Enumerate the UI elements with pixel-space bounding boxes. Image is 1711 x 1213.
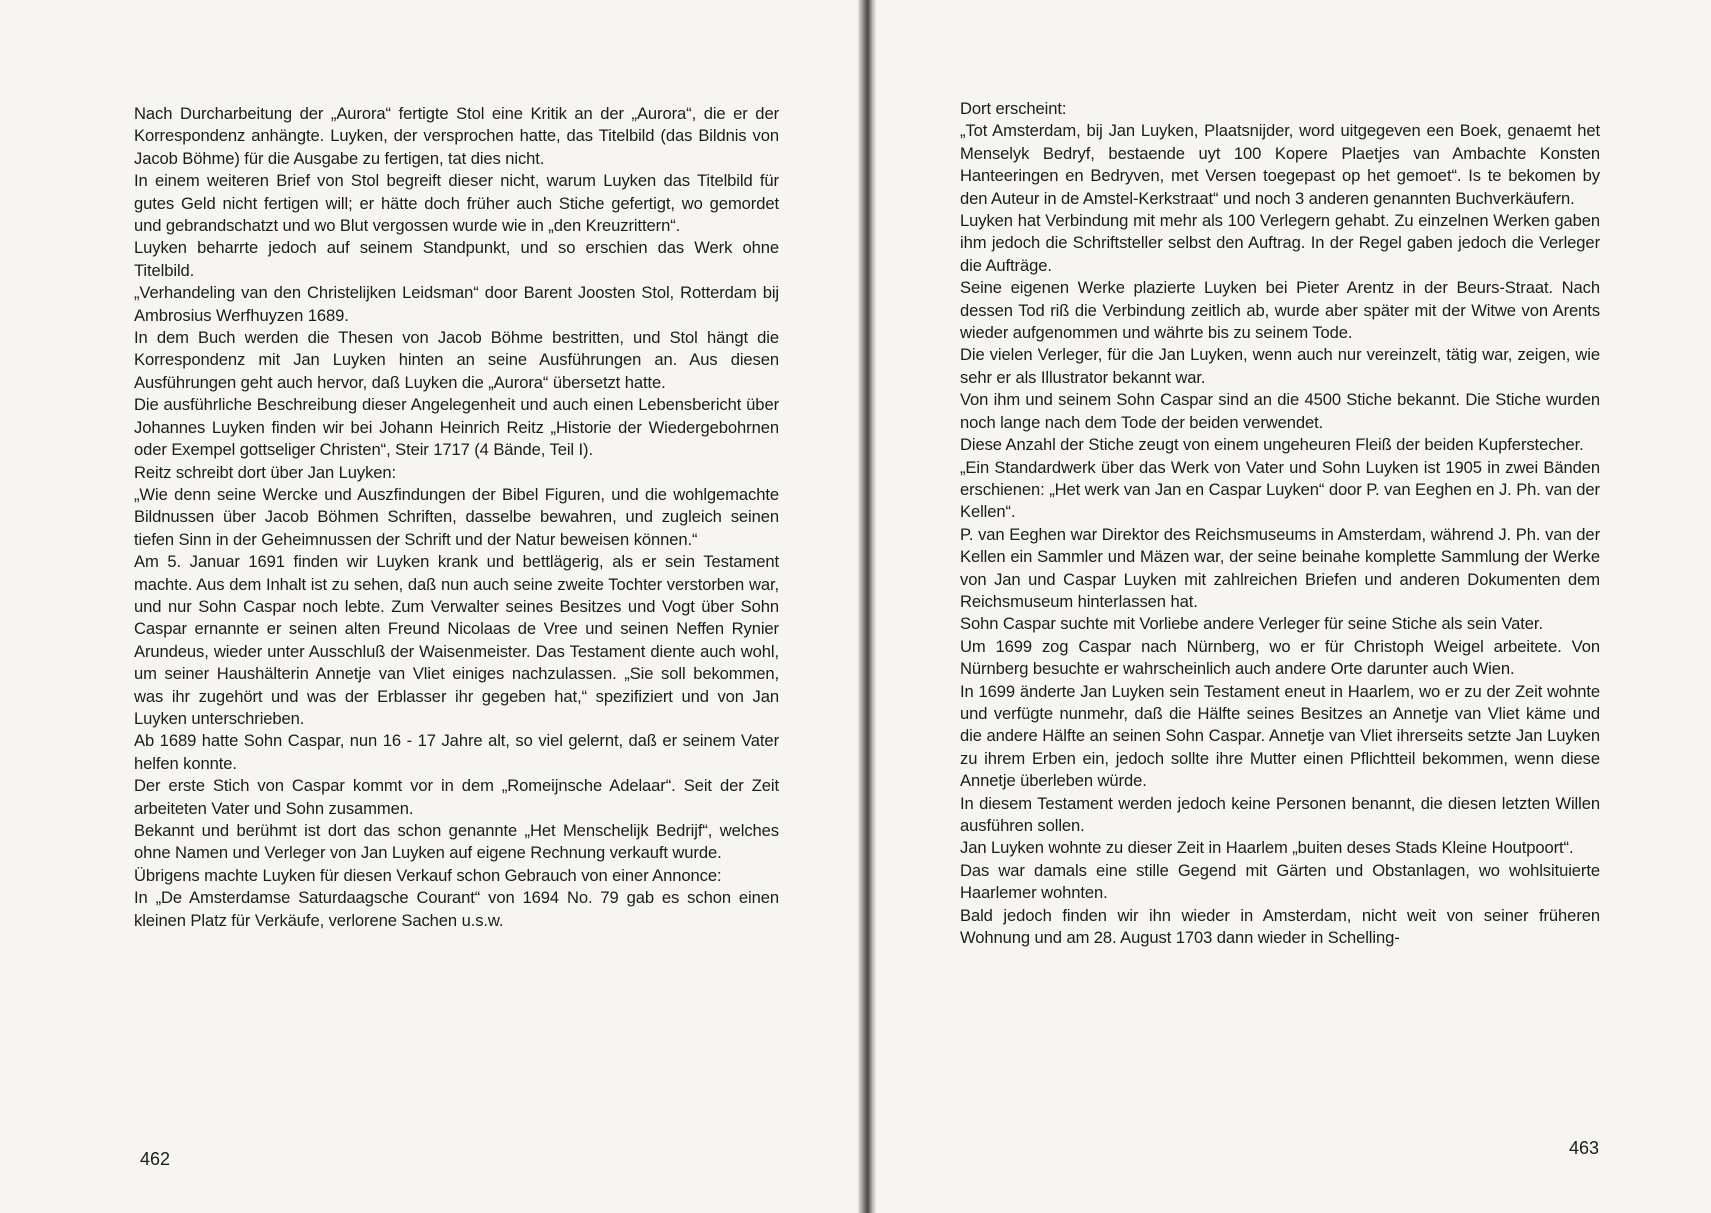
paragraph: „Tot Amsterdam, bij Jan Luyken, Plaatsnijder, word uitgegeven een Boek, genaemt het Menselyk Bedryf, bestaende uyt 100 Kopere Plaetjes van Ambachte Konsten Hanteeringen en Bedryven, met Versen toegepast op het gemoet“. Is te bekomen by den Auteur in de Amstel-Kerkstraat“ und noch 3 anderen genannten Buchverkäufern. [960, 121, 1600, 208]
paragraph: Übrigens machte Luyken für diesen Verkauf schon Gebrauch von einer Annonce: [134, 865, 722, 885]
paragraph: Reitz schreibt dort über Jan Luyken: [134, 462, 397, 482]
paragraph: Diese Anzahl der Stiche zeugt von einem ungeheuren Fleiß der beiden Kupferstecher. [960, 435, 1584, 455]
page-number-right: 463 [1569, 1138, 1600, 1158]
paragraph: Bekannt und berühmt ist dort das schon genannte „Het Menschelijk Bedrijf“, welches ohne Namen und Verleger von Jan Luyken auf eigene Rechnung verkauft wurde. [134, 821, 779, 863]
right-page-text [960, 98, 1600, 949]
paragraph: Sohn Caspar suchte mit Vorliebe andere Verleger für seine Stiche als sein Vater. [960, 614, 1543, 634]
paragraph: Seine eigenen Werke plazierte Luyken bei Pieter Arentz in der Beurs-Straat. Nach dessen Tod riß die Verbindung zeitlich ab, wurde aber später mit der Witwe von Arents wieder aufgenommen und währte bis zu seinem Tode. [960, 278, 1600, 343]
paragraph: In einem weiteren Brief von Stol begreift dieser nicht, warum Luyken das Titelbild für gutes Geld nicht fertigen will; er hätte doch früher auch Stiche gefertigt, wo gemordet und gebrandschatzt und wo Blut vergossen wurde wie in „den Kreuzrittern“. [134, 171, 779, 236]
left-page-text [134, 103, 779, 932]
paragraph: In „De Amsterdamse Saturdaagsche Courant“ von 1694 No. 79 gab es schon einen kleinen Platz für Verkäufe, verlorene Sachen u.s.w. [134, 888, 779, 930]
book-gutter [858, 0, 876, 1213]
paragraph: Dort erscheint: [960, 99, 1067, 118]
paragraph: Ab 1689 hatte Sohn Caspar, nun 16 - 17 Jahre alt, so viel gelernt, daß er seinem Vater helfen konnte. [134, 731, 779, 773]
paragraph: „Verhandeling van den Christelijken Leidsman“ door Barent Joosten Stol, Rotterdam bij Ambrosius Werfhuyzen 1689. [134, 283, 779, 325]
right-page [876, 0, 1711, 1213]
paragraph: Von ihm und seinem Sohn Caspar sind an die 4500 Stiche bekannt. Die Stiche wurden noch lange nach dem Tode der beiden verwendet. [960, 390, 1600, 432]
paragraph: „Ein Standardwerk über das Werk von Vater und Sohn Luyken ist 1905 in zwei Bänden erschienen: „Het werk van Jan en Caspar Luyken“ door P. van Eeghen en J. Ph. van der Kellen“. [960, 457, 1600, 522]
paragraph: „Wie denn seine Wercke und Auszfindungen der Bibel Figuren, und die wohlgemachte Bildnussen über Jacob Böhmen Schriften, dasselbe bewahren, und zugleich seinen tiefen Sinn in der Geheimnussen der Schrift und der Natur beweisen können.“ [134, 484, 779, 549]
paragraph: Luyken beharrte jedoch auf seinem Standpunkt, und so erschien das Werk ohne Titelbild. [134, 238, 779, 280]
paragraph: Um 1699 zog Caspar nach Nürnberg, wo er für Christoph Weigel arbeitete. Von Nürnberg besuchte er wahrscheinlich auch andere Orte darunter auch Wien. [960, 636, 1600, 679]
paragraph: Bald jedoch finden wir ihn wieder in Amsterdam, nicht weit von seiner früheren Wohnung und am 28. August 1703 dann wieder in Schelling- [960, 905, 1600, 948]
paragraph: Am 5. Januar 1691 finden wir Luyken krank und bettlägerig, als er sein Testament machte. Aus dem Inhalt ist zu sehen, daß nun auch seine zweite Tochter verstorben war, und nur Sohn Caspar noch lebte. Zum Verwalter seines Besitzes und Vogt über Sohn Caspar ernannte er seinen alten Freund Nicolaas de Vree und seinen Neffen Rynier Arundeus, wieder unter Ausschluß der Waisenmeister. Das Testament diente auch wohl, um seiner Haushälterin Annetje van Vliet einiges nachzulassen. „Sie soll bekommen, was ihr zugehört und was der Erblasser ihr gegeben hat,“ spezifiziert und von Jan Luyken unterschrieben. [134, 552, 779, 728]
paragraph: Die ausführliche Beschreibung dieser Angelegenheit und auch einen Lebensbericht über Johannes Luyken finden wir bei Johann Heinrich Reitz „Historie der Wiedergebohrnen oder Exempel gottseliger Christen“, Steir 1717 (4 Bände, Teil I). [134, 395, 779, 460]
page-number-left: 462 [140, 1149, 171, 1169]
paragraph: Luyken hat Verbindung mit mehr als 100 Verlegern gehabt. Zu einzelnen Werken gaben ihm jedoch die Schriftsteller selbst den Auftrag. In der Regel gaben jedoch die Verleger die Aufträge. [960, 211, 1600, 275]
paragraph: Nach Durcharbeitung der „Aurora“ fertigte Stol eine Kritik an der „Aurora“, die er der Korrespondenz anhängte. Luyken, der versprochen hatte, das Titelbild (das Bildnis von Jacob Böhme) für die Ausgabe zu fertigen, tat dies nicht. [134, 104, 779, 168]
paragraph: Die vielen Verleger, für die Jan Luyken, wenn auch nur vereinzelt, tätig war, zeigen, wie sehr er als Illustrator bekannt war. [960, 345, 1600, 387]
paragraph: In dem Buch werden die Thesen von Jacob Böhme bestritten, und Stol hängt die Korrespondenz mit Jan Luyken hinten an seine Ausführungen an. Aus diesen Ausführungen geht auch hervor, daß Luyken die „Aurora“ übersetzt hatte. [134, 328, 779, 392]
paragraph: P. van Eeghen war Direktor des Reichsmuseums in Amsterdam, während J. Ph. van der Kellen ein Sammler und Mäzen war, der seine beinahe komplette Sammlung der Werke von Jan und Caspar Luyken mit zahlreichen Briefen und anderen Dokumenten dem Reichsmuseum hinterlassen hat. [960, 524, 1600, 611]
paragraph: Das war damals eine stille Gegend mit Gärten und Obstanlagen, wo wohlsituierte Haarlemer wohnten. [960, 860, 1600, 903]
paragraph: Der erste Stich von Caspar kommt vor in dem „Romeijnsche Adelaar“. Seit der Zeit arbeiteten Vater und Sohn zusammen. [134, 776, 779, 818]
paragraph: In diesem Testament werden jedoch keine Personen benannt, die diesen letzten Willen ausführen sollen. [960, 793, 1600, 835]
paragraph: In 1699 änderte Jan Luyken sein Testament eneut in Haarlem, wo er zu der Zeit wohnte und verfügte nunmehr, daß die Hälfte seines Besitzes an Annetje van Vliet käme und die andere Hälfte an seinen Sohn Caspar. Annetje van Vliet ihrerseits setzte Jan Luyken zu ihrem Erben ein, jedoch sollte ihre Mutter einen Pflichtteil bekommen, wenn diese Annetje überleben würde. [960, 681, 1600, 791]
paragraph: Jan Luyken wohnte zu dieser Zeit in Haarlem „buiten deses Stads Kleine Houtpoort“. [960, 838, 1574, 858]
